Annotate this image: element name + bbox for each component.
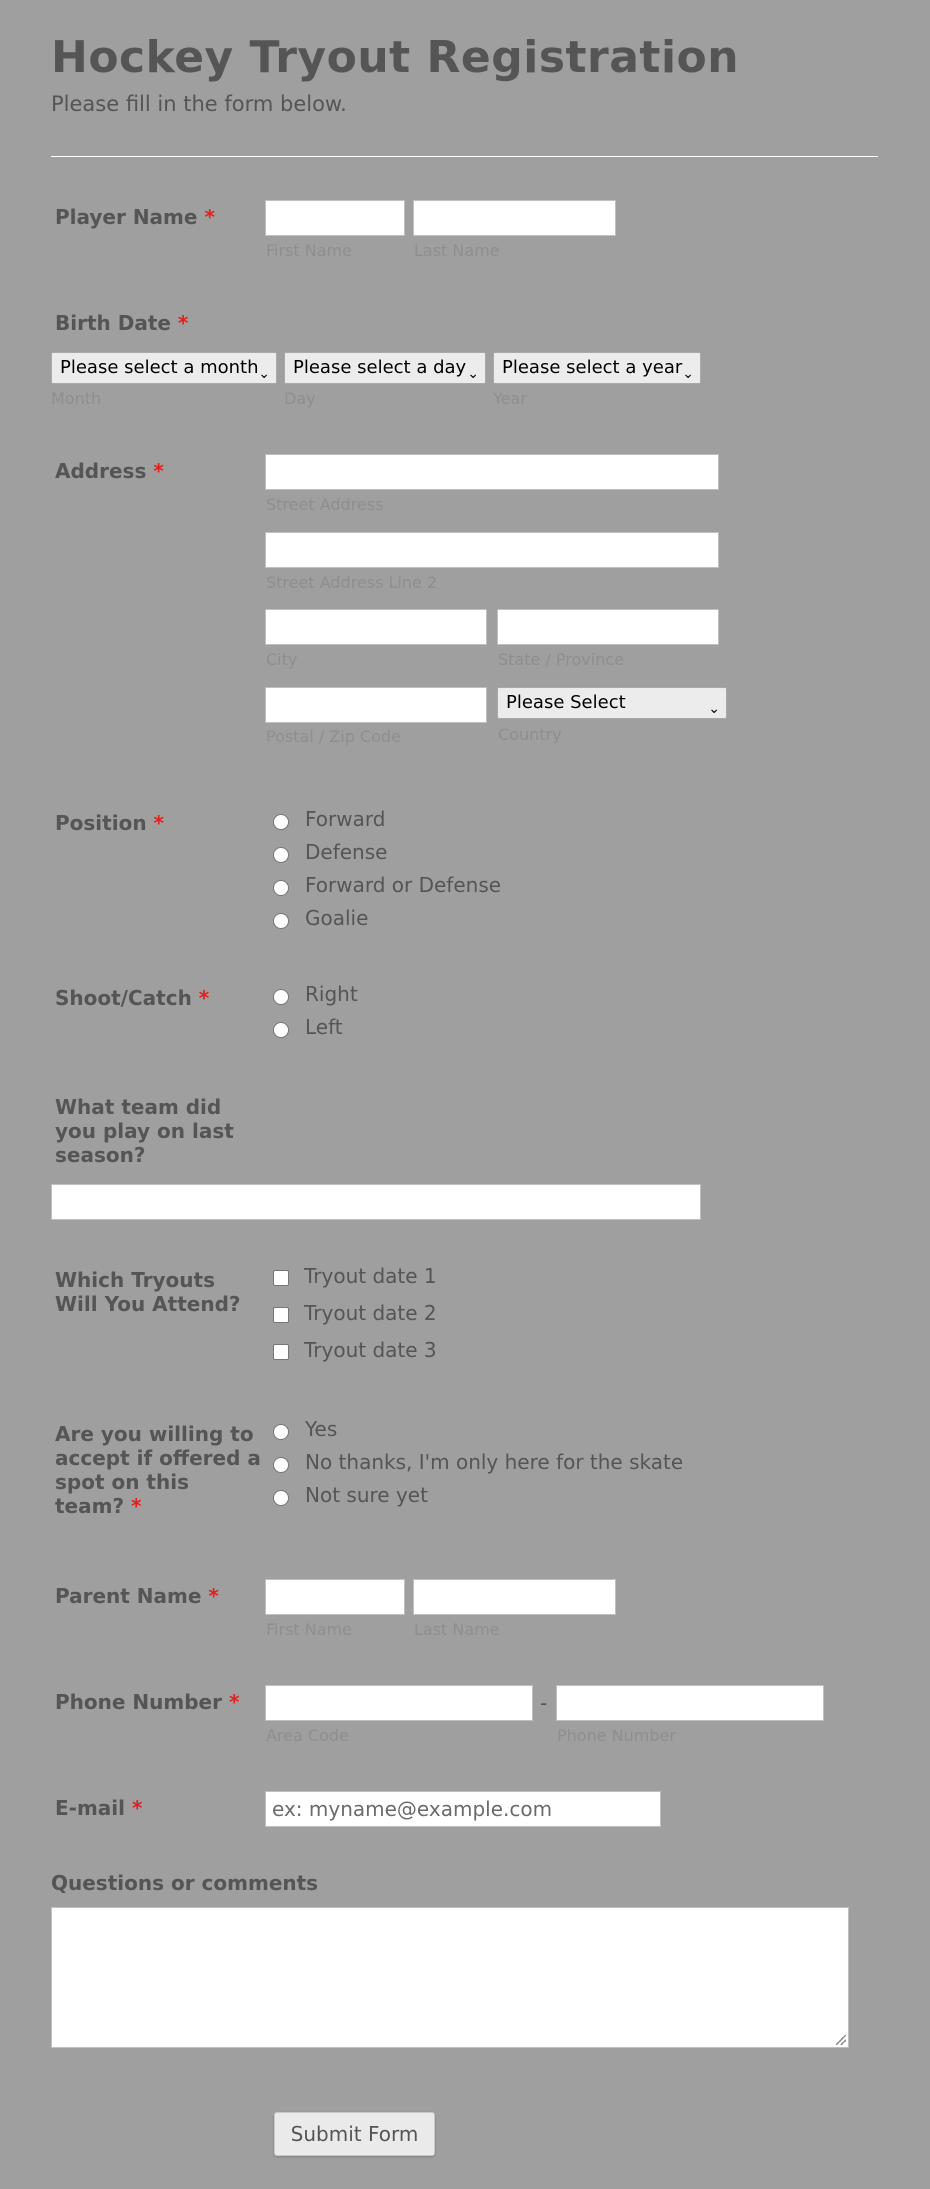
required-marker: * (204, 205, 215, 229)
willing-option-label: No thanks, I'm only here for the skate (305, 1450, 684, 1474)
parent-last-name-input[interactable] (413, 1579, 616, 1615)
required-marker: * (153, 811, 164, 835)
birth-year-selected: Please select a year (502, 357, 683, 378)
parent-first-name-input[interactable] (265, 1579, 405, 1615)
state-province-sublabel: State / Province (498, 650, 624, 669)
birth-day-sublabel: Day (284, 389, 316, 408)
city-sublabel: City (266, 650, 298, 669)
city-input[interactable] (265, 609, 487, 645)
resize-grip-icon[interactable] (836, 2035, 846, 2045)
position-defense-radio[interactable] (273, 847, 289, 863)
shoot-catch-label: Shoot/Catch * (55, 986, 210, 1010)
willing-not-sure-radio[interactable] (273, 1490, 289, 1506)
tryout-option-label: Tryout date 3 (304, 1338, 437, 1362)
position-label: Position * (55, 811, 164, 835)
tryout-date-3-checkbox[interactable] (273, 1344, 289, 1360)
street-address-sublabel: Street Address (266, 495, 384, 514)
email-placeholder: ex: myname@example.com (272, 1797, 553, 1821)
position-forward-radio[interactable] (273, 814, 289, 830)
willing-option-label: Yes (305, 1417, 338, 1441)
position-goalie-radio[interactable] (273, 913, 289, 929)
chevron-down-icon: ⌄ (708, 701, 720, 717)
email-label: E-mail * (55, 1796, 143, 1820)
required-marker: * (153, 459, 164, 483)
tryout-date-2-checkbox[interactable] (273, 1307, 289, 1323)
birth-month-selected: Please select a month (60, 357, 259, 378)
position-option-label: Goalie (305, 906, 369, 930)
willing-yes-radio[interactable] (273, 1424, 289, 1440)
shoot-option-label: Right (305, 982, 358, 1006)
birth-month-sublabel: Month (51, 389, 102, 408)
required-marker: * (228, 1690, 240, 1714)
comments-textarea[interactable] (51, 1907, 849, 2048)
page-title: Hockey Tryout Registration (51, 32, 740, 83)
page-subtitle: Please fill in the form below. (51, 92, 347, 116)
header-divider (51, 156, 878, 157)
last-team-label: What team did you play on last season? (55, 1095, 234, 1167)
last-team-input[interactable] (51, 1184, 701, 1220)
country-sublabel: Country (498, 725, 562, 744)
shoot-option-label: Left (305, 1015, 343, 1039)
street-address-line2-input[interactable] (265, 532, 719, 568)
birth-date-label: Birth Date * (55, 311, 189, 335)
birth-day-select[interactable] (284, 352, 486, 384)
position-option-label: Defense (305, 840, 388, 864)
phone-number-input[interactable] (556, 1685, 824, 1721)
required-marker: * (131, 1494, 142, 1518)
willing-no-radio[interactable] (273, 1457, 289, 1473)
birth-year-select[interactable] (493, 352, 701, 384)
tryouts-label: Which Tryouts Will You Attend? (55, 1268, 241, 1316)
player-last-name-sublabel: Last Name (414, 241, 500, 260)
willing-option-label: Not sure yet (305, 1483, 428, 1507)
postal-code-sublabel: Postal / Zip Code (266, 727, 401, 746)
phone-area-code-sublabel: Area Code (266, 1726, 349, 1745)
player-name-label: Player Name * (55, 205, 215, 229)
phone-number-label: Phone Number * (55, 1690, 240, 1714)
address-label: Address * (55, 459, 164, 483)
willing-label: Are you willing to accept if offered a spot on this team? * (55, 1422, 261, 1518)
position-option-label: Forward or Defense (305, 873, 502, 897)
street-address-input[interactable] (265, 454, 719, 490)
country-select[interactable] (497, 687, 727, 719)
postal-code-input[interactable] (265, 687, 487, 723)
email-input[interactable] (265, 1791, 661, 1827)
submit-button[interactable]: Submit Form (274, 2112, 435, 2156)
tryout-option-label: Tryout date 2 (304, 1301, 437, 1325)
parent-first-name-sublabel: First Name (266, 1620, 352, 1639)
phone-separator: - (540, 1691, 548, 1715)
chevron-down-icon: ⌄ (467, 366, 479, 382)
position-option-label: Forward (305, 807, 386, 831)
chevron-down-icon: ⌄ (682, 366, 694, 382)
parent-name-label: Parent Name * (55, 1584, 219, 1608)
tryout-date-1-checkbox[interactable] (273, 1270, 289, 1286)
birth-day-selected: Please select a day (293, 357, 467, 378)
required-marker: * (198, 986, 210, 1010)
position-forward-or-defense-radio[interactable] (273, 880, 289, 896)
player-last-name-input[interactable] (413, 200, 616, 236)
tryout-option-label: Tryout date 1 (304, 1264, 437, 1288)
comments-label: Questions or comments (51, 1871, 319, 1895)
phone-number-sublabel: Phone Number (557, 1726, 676, 1745)
player-first-name-sublabel: First Name (266, 241, 352, 260)
birth-year-sublabel: Year (493, 389, 527, 408)
country-selected: Please Select (506, 692, 626, 713)
street-address-line2-sublabel: Street Address Line 2 (266, 573, 438, 592)
shoot-left-radio[interactable] (273, 1022, 289, 1038)
parent-last-name-sublabel: Last Name (414, 1620, 500, 1639)
phone-area-code-input[interactable] (265, 1685, 533, 1721)
player-first-name-input[interactable] (265, 200, 405, 236)
birth-month-select[interactable] (51, 352, 277, 384)
required-marker: * (208, 1584, 219, 1608)
chevron-down-icon: ⌄ (258, 366, 270, 382)
required-marker: * (177, 311, 189, 335)
required-marker: * (131, 1796, 143, 1820)
shoot-right-radio[interactable] (273, 989, 289, 1005)
state-province-input[interactable] (497, 609, 719, 645)
